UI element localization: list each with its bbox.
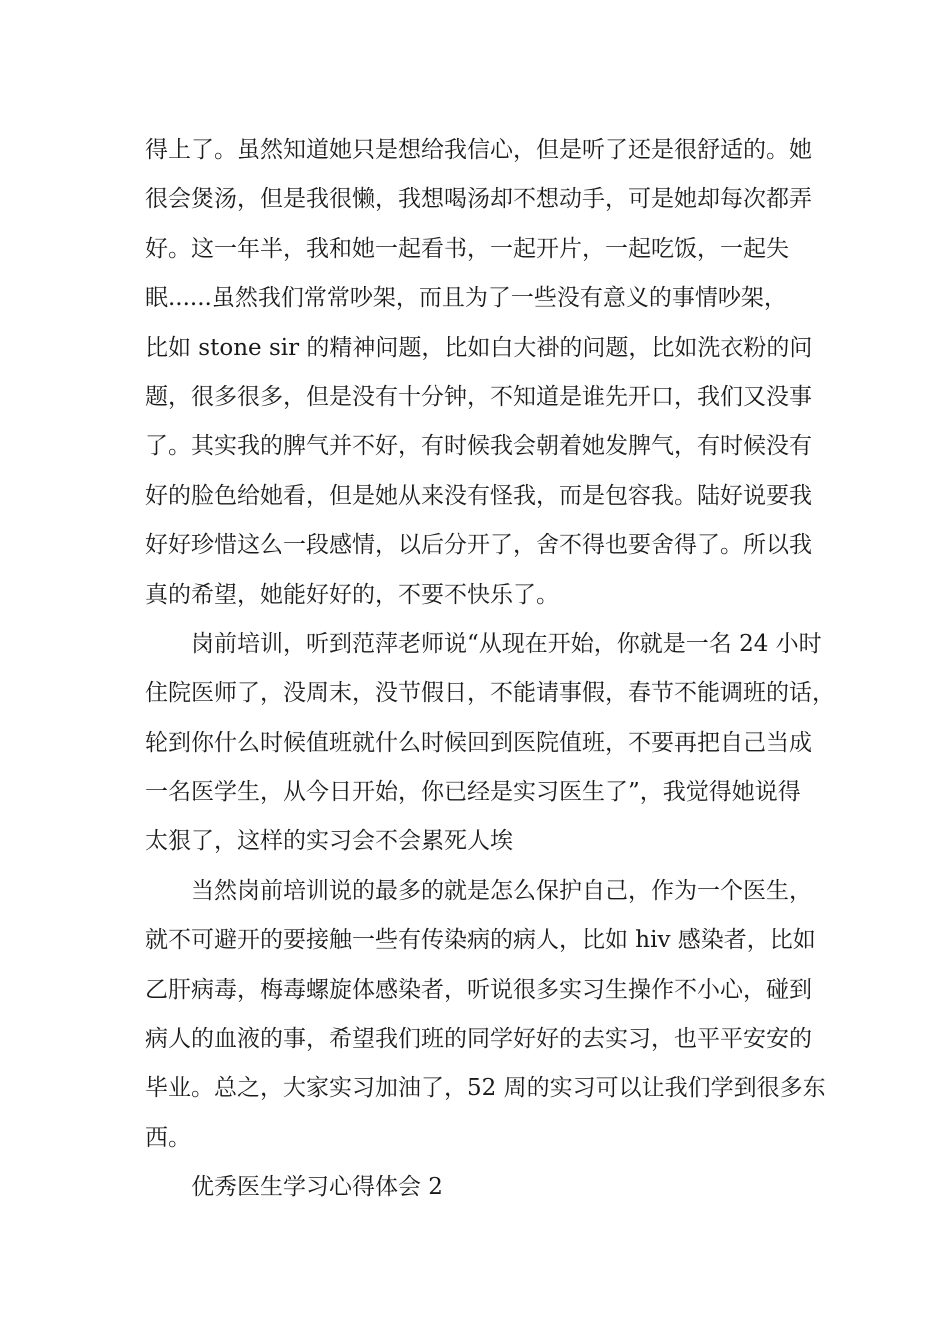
text-line: 好的脸色给她看，但是她从来没有怪我，而是包容我。陆好说要我	[145, 482, 812, 509]
text-line: 好。这一年半，我和她一起看书，一起开片，一起吃饭，一起失	[145, 235, 789, 262]
paragraph-2	[145, 620, 835, 867]
section-heading: 优秀医生学习心得体会 2	[191, 1174, 443, 1201]
text-line: 真的希望，她能好好的，不要不快乐了。	[145, 581, 559, 608]
text-line: 太狠了，这样的实习会不会累死人埃	[145, 828, 513, 855]
text-line: 好好珍惜这么一段感情，以后分开了，舍不得也要舍得了。所以我	[145, 532, 812, 559]
text-line: 轮到你什么时候值班就什么时候回到医院值班，不要再把自己当成	[145, 729, 812, 756]
text-line: 住院医师了，没周末，没节假日，不能请事假，春节不能调班的话，	[145, 680, 835, 707]
text-line: 病人的血液的事，希望我们班的同学好好的去实习，也平平安安的	[145, 1026, 812, 1053]
text-line: 比如 stone sir 的精神问题，比如白大褂的问题，比如洗衣粉的问	[145, 334, 813, 361]
text-line: 毕业。总之，大家实习加油了，52 周的实习可以让我们学到很多东	[145, 1075, 826, 1102]
text-line: 乙肝病毒，梅毒螺旋体感染者，听说很多实习生操作不小心，碰到	[145, 976, 812, 1003]
text-line: 了。其实我的脾气并不好，有时候我会朝着她发脾气，有时候没有	[145, 433, 812, 460]
text-line: 当然岗前培训说的最多的就是怎么保护自己，作为一个医生，	[191, 877, 812, 904]
text-line: 岗前培训，听到范萍老师说“从现在开始，你就是一名 24 小时	[191, 630, 822, 657]
text-line: 眠......虽然我们常常吵架，而且为了一些没有意义的事情吵架，	[145, 285, 787, 312]
text-line: 很会煲汤，但是我很懒，我想喝汤却不想动手，可是她却每次都弄	[145, 186, 812, 213]
paragraph-1	[145, 126, 835, 620]
text-line: 题，很多很多，但是没有十分钟，不知道是谁先开口，我们又没事	[145, 383, 812, 410]
text-line: 得上了。虽然知道她只是想给我信心，但是听了还是很舒适的。她	[145, 137, 812, 163]
document-body	[145, 126, 835, 1213]
text-line: 就不可避开的要接触一些有传染病的病人，比如 hiv 感染者，比如	[145, 927, 816, 954]
paragraph-3	[145, 867, 835, 1163]
text-line: 一名医学生，从今日开始，你已经是实习医生了”，我觉得她说得	[145, 779, 801, 806]
text-line: 西。	[145, 1124, 191, 1151]
